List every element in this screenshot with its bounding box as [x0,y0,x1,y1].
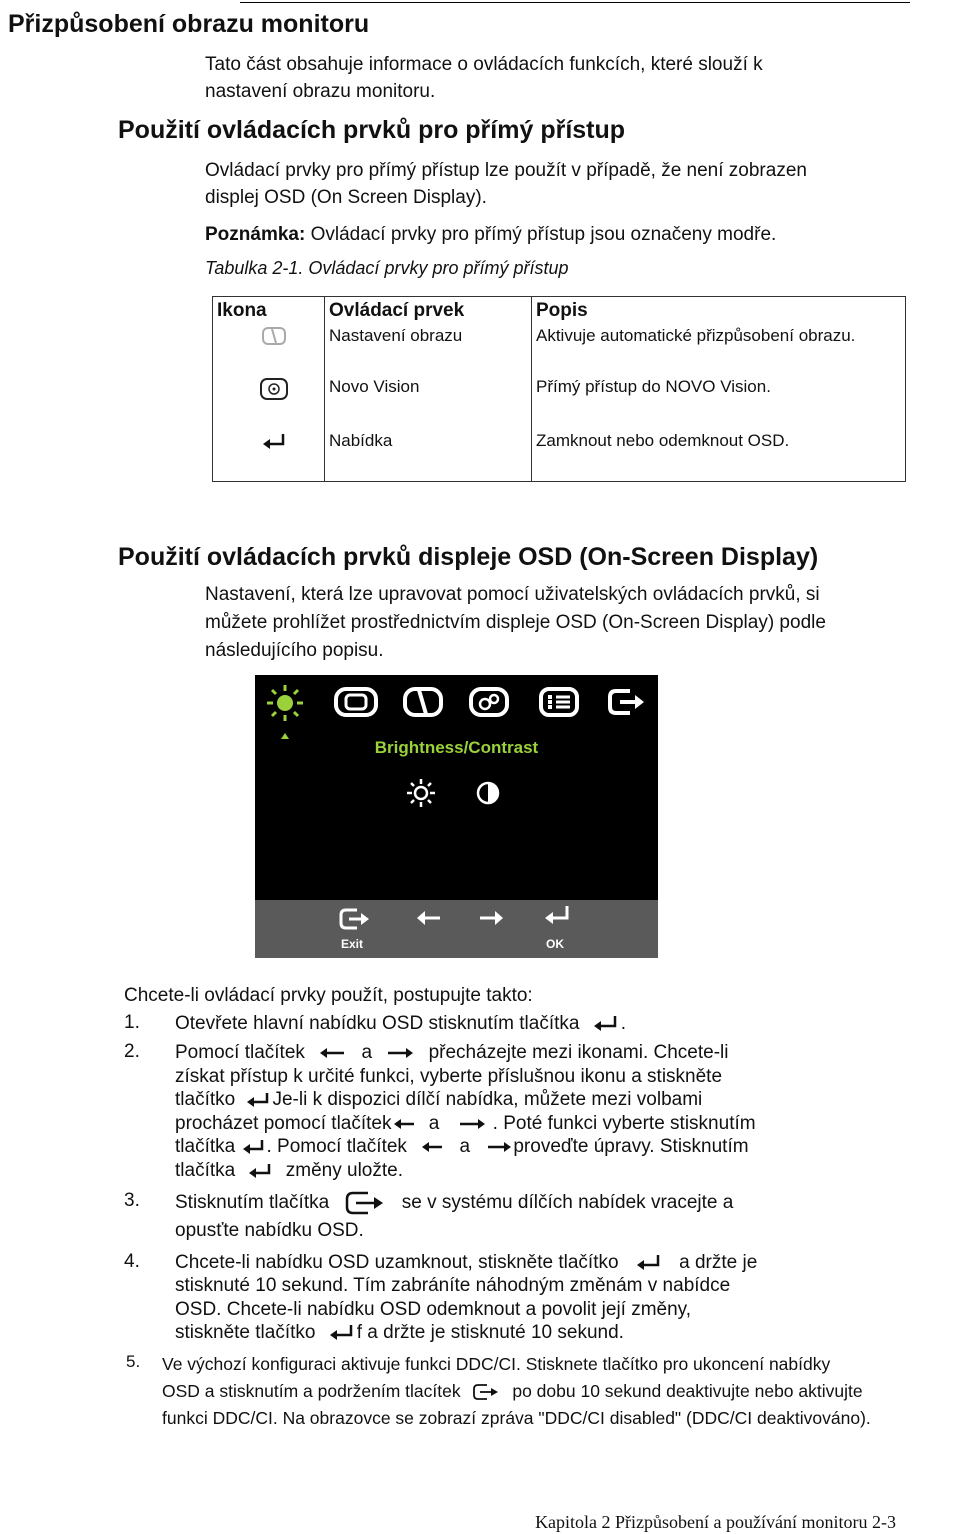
step-1-number: 1. [124,1012,140,1033]
step-5-number: 5. [126,1352,141,1371]
step-2-line-5 [175,1135,749,1159]
step-5-text: po dobu 10 sekund deaktivujte nebo aktivujte [512,1381,863,1401]
step-2-line-1 [175,1041,729,1065]
brightness-tab-icon[interactable] [263,681,307,741]
row-desc: Aktivuje automatické přizpůsobení obrazu. [532,324,906,375]
step-3-line-2: opusťte nabídku OSD. [175,1220,364,1241]
header-description: Popis [532,297,906,325]
step-2-text: tlačítko [175,1089,236,1110]
step-4-line-2: stisknuté 10 sekund. Tím zabráníte náhodným změnám v nabídce [175,1275,731,1296]
step-4-text: a držte je [679,1252,758,1273]
step-4-line-3: OSD. Chcete-li nabídku OSD odemknout a povolit její změny, [175,1299,692,1320]
left-arrow-icon [318,1045,348,1061]
right-arrow-icon [457,1116,487,1132]
step-4-number: 4. [124,1251,140,1272]
step-5-line-3: funkci DDC/CI. Na obrazovce se zobrazí zpráva "DDC/CI disabled" (DDC/CI deaktivováno). [162,1408,871,1428]
osd-p2: můžete prohlížet prostřednictvím displeje OSD (On-Screen Display) podle [205,612,826,633]
enter-icon [246,1162,274,1180]
row-desc: Přímý přístup do NOVO Vision. [532,375,906,429]
right-arrow-icon [485,1139,513,1155]
direct-p1: Ovládací prvky pro přímý přístup lze použít v případě, že není zobrazen [205,160,807,181]
step-3-line-1 [175,1190,733,1216]
step-2-text: přecházejte mezi ikonami. Chcete-li [428,1042,729,1063]
osd-button-bar [255,900,658,958]
contrast-option-icon[interactable] [475,780,501,806]
enter-icon [591,1014,621,1034]
left-arrow-button-icon[interactable] [415,908,443,928]
table-row [213,375,906,429]
enter-icon [327,1323,357,1343]
direct-p2: displej OSD (On Screen Display). [205,187,487,208]
brightness-option-icon[interactable] [405,777,437,809]
header-rule [240,2,910,3]
exit-label: Exit [341,937,364,951]
enter-icon [261,431,287,451]
ok-label: OK [546,937,564,951]
right-arrow-button-icon[interactable] [477,908,505,928]
table-row [213,429,906,482]
exit-button-icon[interactable] [337,906,373,932]
step-4-line-1 [175,1251,757,1275]
enter-icon [634,1253,664,1273]
step-1 [175,1012,626,1036]
osd-heading: Použití ovládacích prvků displeje OSD (On-Screen Display) [118,543,819,571]
step-3-text: Stisknutím tlačítka [175,1192,330,1214]
step-5-line-2 [162,1378,863,1405]
step-4-text: stiskněte tlačítko [175,1322,316,1343]
note [205,221,776,248]
left-arrow-icon [420,1139,446,1155]
left-arrow-icon [392,1116,416,1132]
row-icon-cell [213,375,325,429]
step-1-end: . [620,1013,627,1034]
exit-icon [471,1382,501,1402]
intro-line-2: nastavení obrazu monitoru. [205,81,436,102]
step-2-line-4 [175,1112,756,1136]
row-desc: Zamknout nebo odemknout OSD. [532,429,906,482]
step-1-text: Otevřete hlavní nabídku OSD stisknutím tlačítka [175,1013,580,1034]
image-setup-icon [261,326,287,346]
intro-line-1: Tato část obsahuje informace o ovládacích funkcích, které slouží k [205,54,763,75]
page-title: Přizpůsobení obrazu monitoru [8,10,370,38]
note-text: Ovládací prvky pro přímý přístup jsou označeny modře. [310,224,777,245]
step-2-text: změny uložte. [285,1160,403,1181]
novo-vision-icon [259,377,289,401]
enter-icon [244,1091,272,1109]
header-control: Ovládací prvek [325,297,532,325]
row-control: Novo Vision [325,375,532,429]
step-2-text: Pomocí tlačítek [175,1042,305,1063]
step-2-line-6 [175,1159,403,1183]
step-2-text: . Poté funkci vyberte stisknutím [492,1113,756,1134]
exit-tab-icon[interactable] [606,685,648,719]
step-4-text: f a držte je stisknuté 10 sekund. [356,1322,624,1343]
exit-icon [344,1190,386,1216]
step-2-text: a [459,1136,471,1157]
step-2-line-3 [175,1088,702,1112]
steps-intro: Chcete-li ovládací prvky použít, postupujte takto: [124,985,533,1006]
step-3-number: 3. [124,1190,140,1211]
header-icon: Ikona [213,297,325,325]
step-2-text: a [428,1113,440,1134]
step-4-text: Chcete-li nabídku OSD uzamknout, stiskněte tlačítko [175,1252,619,1273]
step-2-number: 2. [124,1041,140,1062]
row-icon-cell [213,429,325,482]
step-2-text: tlačítka [175,1160,236,1181]
note-label: Poznámka: [205,224,306,245]
row-control: Nastavení obrazu [325,324,532,375]
right-arrow-icon [385,1045,415,1061]
enter-icon [240,1138,266,1156]
direct-access-heading: Použití ovládacích prvků pro přímý přístup [118,116,626,144]
image-position-tab-icon[interactable] [333,685,379,719]
step-2-text: . Pomocí tlačítek [266,1136,407,1157]
step-2-line-2: získat přístup k určité funkci, vyberte příslušnou ikonu a stiskněte [175,1066,723,1087]
step-4-line-4 [175,1321,624,1345]
osd-screen [255,675,658,958]
osd-p3: následujícího popisu. [205,640,384,661]
step-2-text: Je-li k dispozici dílčí nabídka, můžete mezi volbami [272,1089,703,1110]
image-setup-tab-icon[interactable] [402,685,444,719]
step-2-text: procházet pomocí tlačítek [175,1113,392,1134]
direct-controls-table [212,296,906,482]
step-5-text: OSD a stisknutím a podržením tlacítek [162,1381,461,1401]
page-footer: Kapitola 2 Přizpůsobení a používání monitoru 2-3 [535,1512,896,1532]
osd-menu-title: Brightness/Contrast [374,738,539,757]
options-tab-icon[interactable] [538,685,580,719]
table-caption: Tabulka 2-1. Ovládací prvky pro přímý přístup [205,258,569,278]
row-control: Nabídka [325,429,532,482]
table-header-row [213,297,906,325]
step-3-text: se v systému dílčích nabídek vracejte a [401,1192,734,1214]
step-2-text: proveďte úpravy. Stisknutím [513,1136,749,1157]
osd-p1: Nastavení, která lze upravovat pomocí uživatelských ovládacích prvků, si [205,584,820,605]
step-2-text: a [361,1042,373,1063]
step-2-text: tlačítka [175,1136,236,1157]
step-5-line-1: Ve výchozí konfiguraci aktivuje funkci DDC/CI. Stisknete tlačítko pro ukoncení nabídky [162,1354,831,1374]
table-row [213,324,906,375]
ok-button-icon[interactable] [543,904,571,928]
row-icon-cell [213,324,325,375]
image-properties-tab-icon[interactable] [468,685,510,719]
